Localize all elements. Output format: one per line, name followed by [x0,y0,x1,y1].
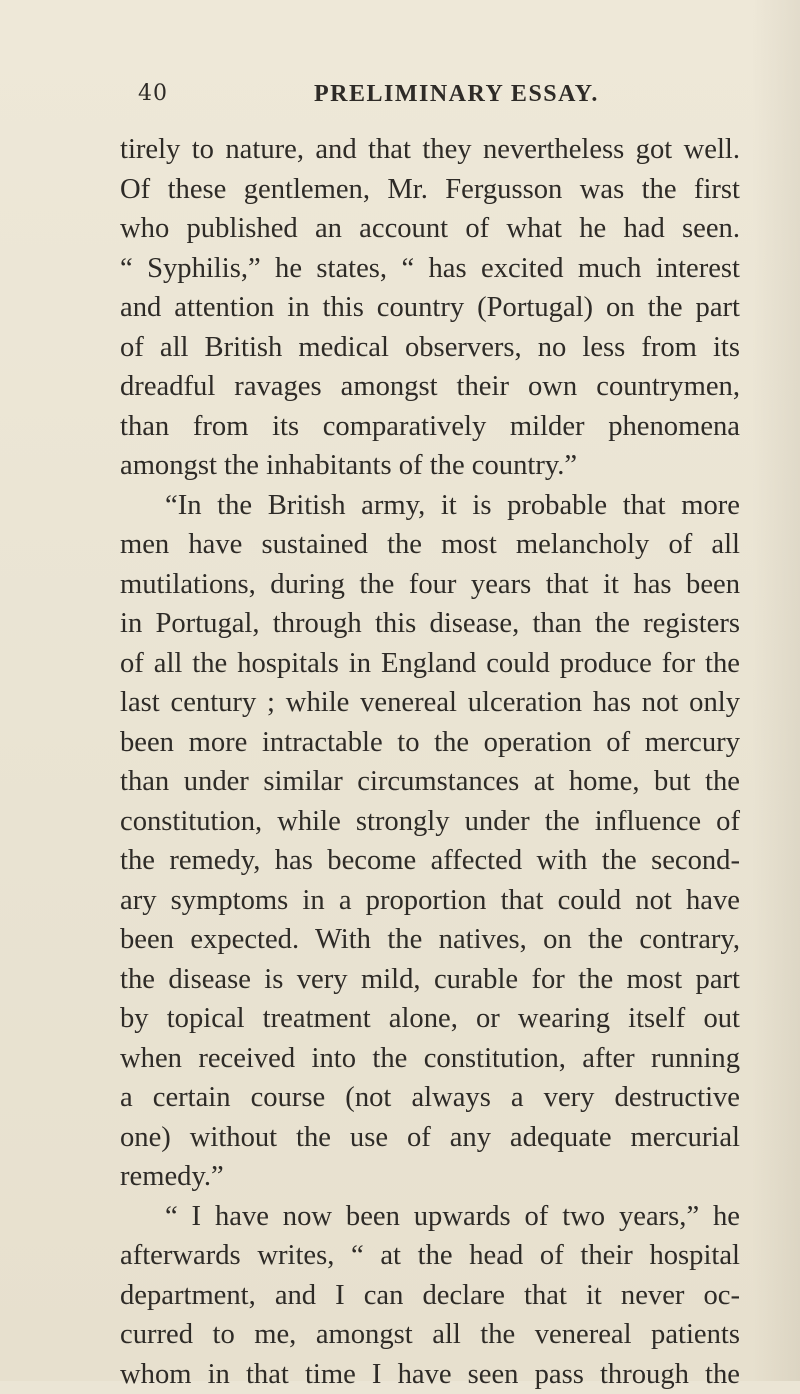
text-line: amongst the inhabitants of the country.” [120,446,740,486]
text-line: “In the British army, it is probable that more [120,486,740,526]
text-line: curred to me, amongst all the venereal patients [120,1315,740,1355]
text-line: and attention in this country (Portugal) on the part [120,288,740,328]
text-line: been more intractable to the operation of mercury [120,723,740,763]
text-line: the disease is very mild, curable for the most part [120,960,740,1000]
page-number: 40 [138,81,168,106]
text-line: whom in that time I have seen pass through the [120,1355,740,1394]
text-line: ary symptoms in a proportion that could not have [120,881,740,921]
text-line: in Portugal, through this disease, than the registers [120,604,740,644]
text-line: when received into the constitution, after running [120,1039,740,1079]
body-text [120,130,740,1394]
text-line: dreadful ravages amongst their own countrymen, [120,367,740,407]
text-line: department, and I can declare that it never oc- [120,1276,740,1316]
text-line: remedy.” [120,1157,740,1197]
text-line: who published an account of what he had seen. [120,209,740,249]
text-line: of all the hospitals in England could produce for the [120,644,740,684]
text-line: “ Syphilis,” he states, “ has excited much interest [120,249,740,289]
text-line: “ I have now been upwards of two years,” he [120,1197,740,1237]
text-line: last century ; while venereal ulceration has not only [120,683,740,723]
text-line: tirely to nature, and that they nevertheless got well. [120,130,740,170]
text-line: been expected. With the natives, on the contrary, [120,920,740,960]
text-line: by topical treatment alone, or wearing itself out [120,999,740,1039]
text-line: a certain course (not always a very destructive [120,1078,740,1118]
running-head [138,81,738,115]
text-line: than under similar circumstances at home, but the [120,762,740,802]
text-line: of all British medical observers, no less from its [120,328,740,368]
text-line: one) without the use of any adequate mercurial [120,1118,740,1158]
text-line: afterwards writes, “ at the head of their hospital [120,1236,740,1276]
text-line: constitution, while strongly under the influence of [120,802,740,842]
text-line: the remedy, has become affected with the second- [120,841,740,881]
text-line: men have sustained the most melancholy of all [120,525,740,565]
text-line: Of these gentlemen, Mr. Fergusson was the first [120,170,740,210]
text-line: than from its comparatively milder phenomena [120,407,740,447]
running-title: PRELIMINARY ESSAY. [314,81,599,108]
text-line: mutilations, during the four years that it has been [120,565,740,605]
